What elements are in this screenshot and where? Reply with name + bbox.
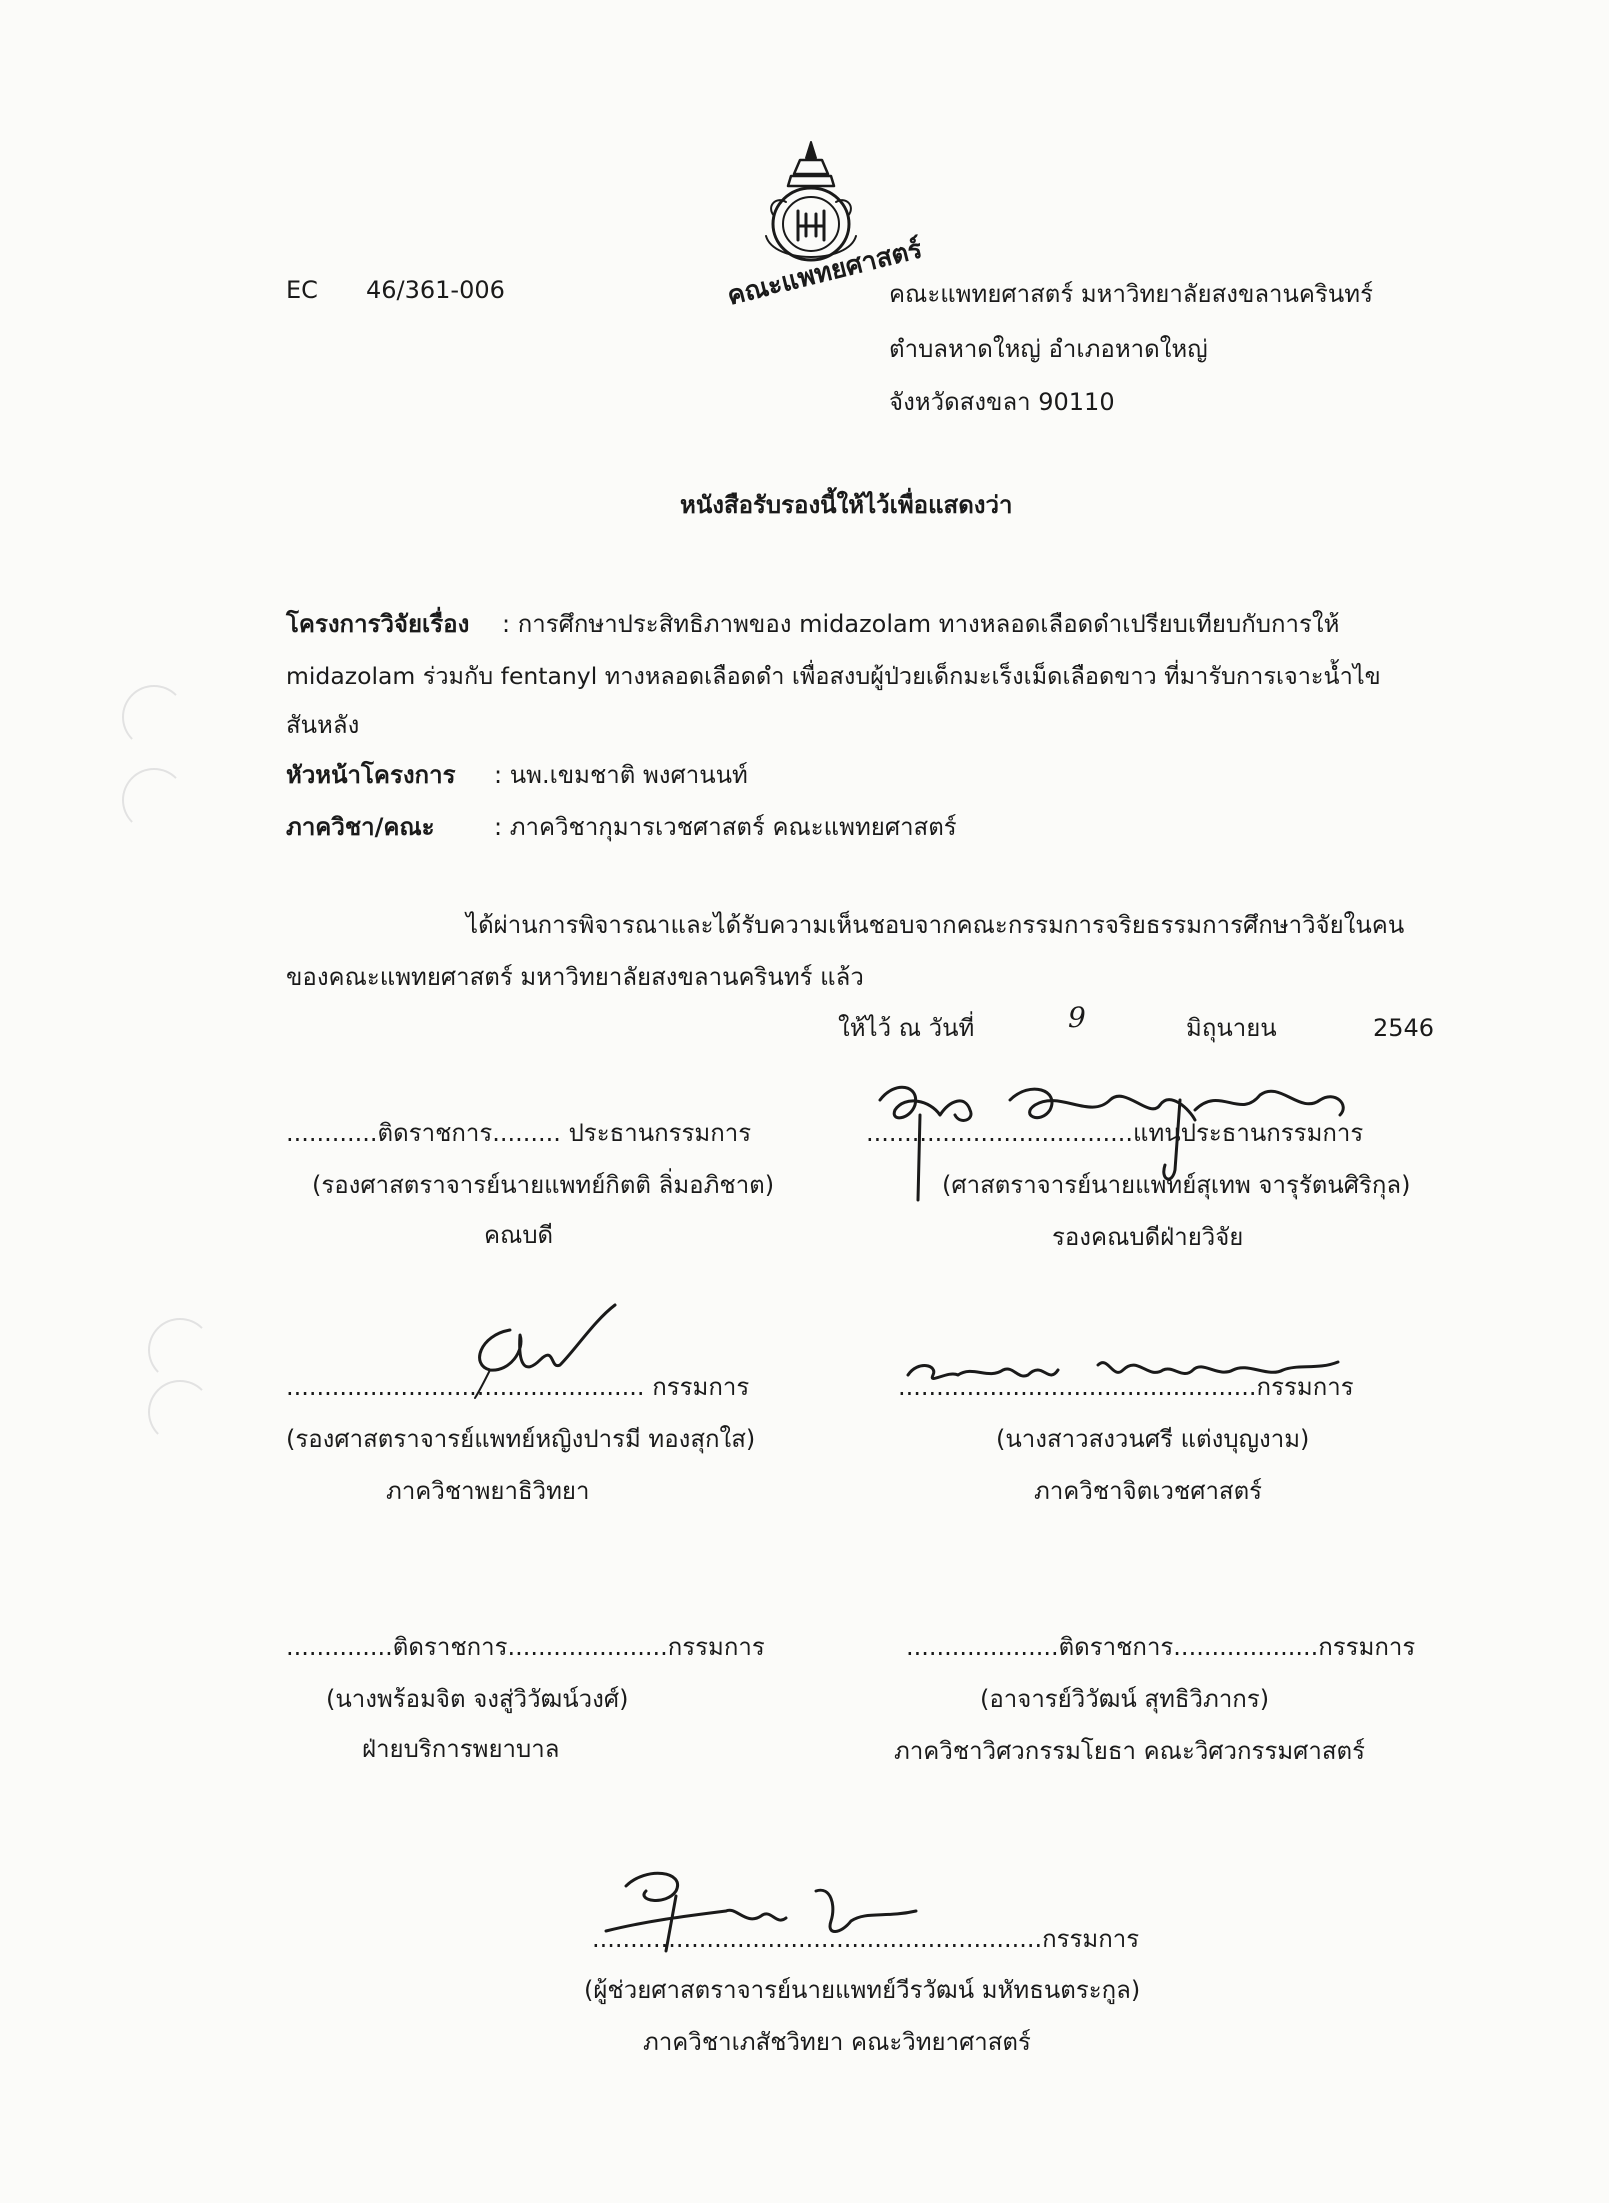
punch-hole	[122, 768, 186, 832]
signatory-7-name: (ผู้ช่วยศาสตราจารย์นายแพทย์วีรวัฒน์ มหัทธนตระกูล)	[584, 1976, 1141, 2004]
project-title-line-1: : การศึกษาประสิทธิภาพของ midazolam ทางหลอดเลือดดำเปรียบเทียบกับการให้	[502, 610, 1340, 638]
signatory-1-line: ............ติดราชการ......... ประธานกรรมการ	[286, 1119, 752, 1147]
signatory-5-line: ..............ติดราชการ.....................กรรมการ	[286, 1633, 765, 1661]
punch-hole	[122, 685, 186, 749]
document-title: หนังสือรับรองนี้ให้ไว้เพื่อแสดงว่า	[680, 491, 1013, 519]
signatory-5-name: (นางพร้อมจิต จงสู่วิวัฒน์วงศ์)	[326, 1685, 629, 1713]
project-head-label: หัวหน้าโครงการ	[286, 761, 456, 789]
reference-prefix: EC	[286, 276, 318, 304]
project-title-line-2: midazolam ร่วมกับ fentanyl ทางหลอดเลือดดำ เพื่อสงบผู้ป่วยเด็กมะเร็งเม็ดเลือดขาว ที่มารับการเจาะน้ำไข	[286, 662, 1381, 690]
signatory-6-position: ภาควิชาวิศวกรรมโยธา คณะวิศวกรรมศาสตร์	[894, 1737, 1365, 1765]
signatory-4-name: (นางสาวสงวนศรี แต่งบุญงาม)	[996, 1425, 1310, 1453]
signatory-2-line: ...................................แทนประธานกรรมการ	[866, 1119, 1364, 1147]
signatory-7-line: ...........................................................กรรมการ	[592, 1925, 1140, 1953]
punch-hole	[148, 1380, 212, 1444]
signatory-4-line: ...............................................กรรมการ	[898, 1373, 1354, 1401]
project-title-line-3: สันหลัง	[286, 711, 360, 739]
date-prefix: ให้ไว้ ณ วันที่	[838, 1014, 975, 1042]
project-title-label: โครงการวิจัยเรื่อง	[286, 610, 470, 638]
date-year: 2546	[1373, 1014, 1435, 1042]
signatory-2-name: (ศาสตราจารย์นายแพทย์สุเทพ จารุรัตนศิริกุล)	[942, 1171, 1411, 1199]
approval-line-2: ของคณะแพทยศาสตร์ มหาวิทยาลัยสงขลานครินทร์ แล้ว	[286, 963, 864, 991]
signatory-7-position: ภาควิชาเภสัชวิทยา คณะวิทยาศาสตร์	[643, 2028, 1031, 2056]
date-day: 9	[1068, 1001, 1086, 1034]
project-dept-label: ภาควิชา/คณะ	[286, 813, 435, 841]
signatory-4-position: ภาควิชาจิตเวชศาสตร์	[1034, 1477, 1263, 1505]
punch-hole	[148, 1318, 212, 1382]
signatory-3-name: (รองศาสตราจารย์แพทย์หญิงปารมี ทองสุกใส)	[286, 1425, 756, 1453]
signatory-3-position: ภาควิชาพยาธิวิทยา	[386, 1477, 590, 1505]
signatory-6-line: ....................ติดราชการ...................กรรมการ	[906, 1633, 1416, 1661]
address-line-3: จังหวัดสงขลา 90110	[889, 388, 1115, 416]
seal-text: คณะแพทยศาสตร์	[724, 234, 926, 312]
signatory-6-name: (อาจารย์วิวัฒน์ สุทธิวิภากร)	[980, 1685, 1270, 1713]
signatory-3-line: ............................................... กรรมการ	[286, 1373, 750, 1401]
reference-number: 46/361-006	[366, 276, 505, 304]
project-head-value: : นพ.เขมชาติ พงศานนท์	[494, 761, 748, 789]
signatory-1-position: คณบดี	[484, 1221, 554, 1249]
date-month: มิถุนายน	[1186, 1014, 1277, 1042]
signatory-1-name: (รองศาสตราจารย์นายแพทย์กิตติ ลิ่มอภิชาต)	[312, 1171, 775, 1199]
address-line-1: คณะแพทยศาสตร์ มหาวิทยาลัยสงขลานครินทร์	[889, 280, 1373, 308]
address-line-2: ตำบลหาดใหญ่ อำเภอหาดใหญ่	[889, 335, 1208, 363]
signatory-5-position: ฝ่ายบริการพยาบาล	[362, 1735, 560, 1763]
project-dept-value: : ภาควิชากุมารเวชศาสตร์ คณะแพทยศาสตร์	[494, 813, 957, 841]
approval-line-1: ได้ผ่านการพิจารณาและได้รับความเห็นชอบจากคณะกรรมการจริยธรรมการศึกษาวิจัยในคน	[466, 911, 1405, 939]
signatory-2-position: รองคณบดีฝ่ายวิจัย	[1052, 1223, 1244, 1251]
